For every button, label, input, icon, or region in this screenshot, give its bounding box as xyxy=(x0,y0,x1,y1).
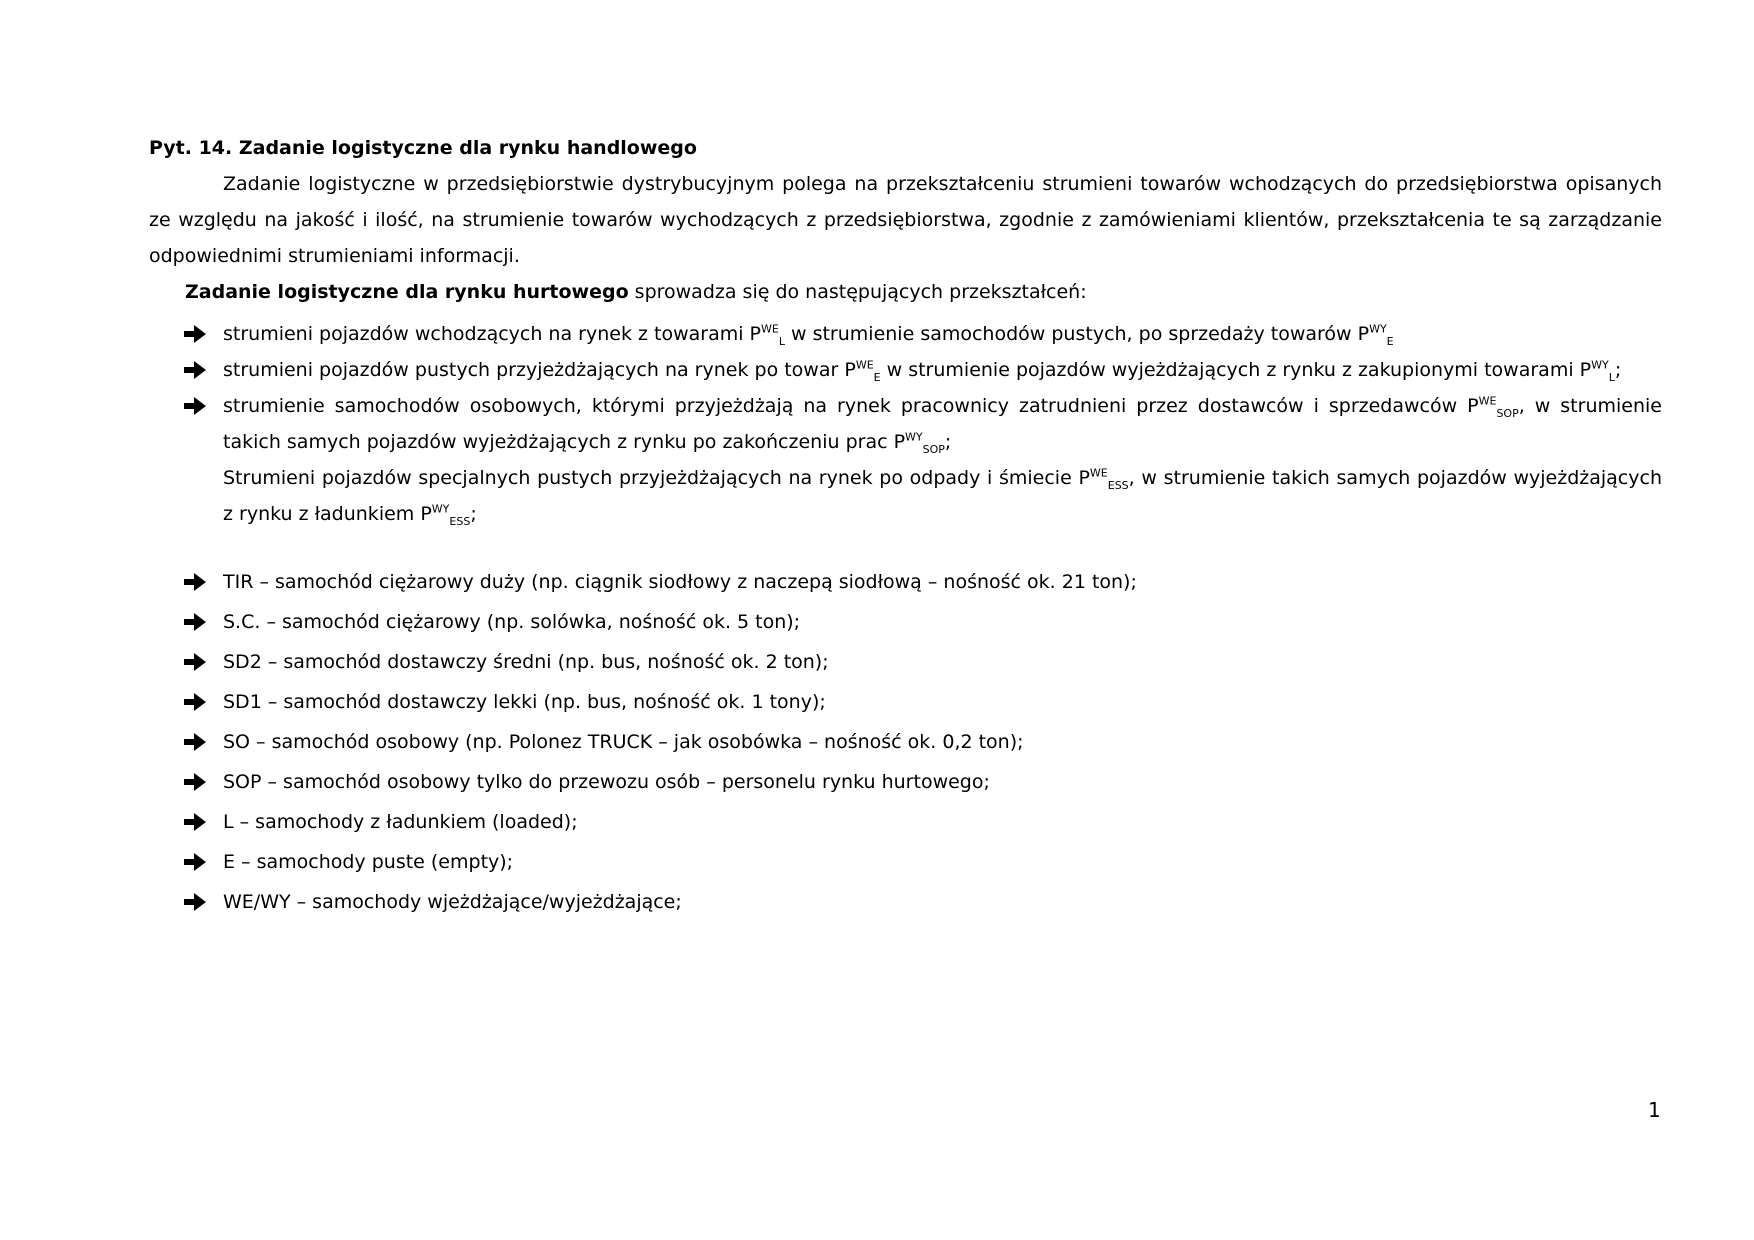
arrow-right-icon xyxy=(184,325,206,343)
list-item: strumienie samochodów osobowych, którymi przyjeżdżają na rynek pracownicy zatrudnieni przez dostawców i sprzedawców $P^{WE}_{SOP}$, w strumienie takich samych pojazdów wyjeżdżających z rynku po zakończeniu prac $P^{WY}_{SOP}$; xyxy=(149,388,1662,460)
arrow-right-icon xyxy=(184,773,206,791)
list-item: L – samochody z ładunkiem (loaded); xyxy=(149,810,1662,850)
arrow-right-icon xyxy=(184,397,206,415)
list-item: SOP – samochód osobowy tylko do przewozu osób – personelu rynku hurtowego; xyxy=(149,770,1662,810)
lead-rest: sprowadza się do następujących przekształceń: xyxy=(628,281,1087,303)
intro-paragraph: Zadanie logistyczne w przedsiębiorstwie dystrybucyjnym polega na przekształceniu strumieni towarów wchodzących do przedsiębiorstwa opisanych ze względu na jakość i ilość, na strumienie towarów wychodzących z przedsiębiorstwa, zgodnie z zamówieniami klientów, przekształcenia te są zarządzanie odpowiednimi strumieniami informacji. xyxy=(149,173,1662,267)
list-item: S.C. – samochód ciężarowy (np. solówka, nośność ok. 5 ton); xyxy=(149,610,1662,650)
list-item: SO – samochód osobowy (np. Polonez TRUCK – jak osobówka – nośność ok. 0,2 ton); xyxy=(149,730,1662,770)
arrow-right-icon xyxy=(184,813,206,831)
section-title: Pyt. 14. Zadanie logistyczne dla rynku handlowego xyxy=(149,137,697,159)
special-vehicles-paragraph: Strumieni pojazdów specjalnych pustych przyjeżdżających na rynek po odpady i śmiecie $P^{WE}_{ESS}$, w strumienie takich samych pojazdów wyjeżdżających z rynku z ładunkiem $P^{WY}_{ESS}$; xyxy=(223,466,1662,528)
arrow-right-icon xyxy=(184,693,206,711)
list-item: strumieni pojazdów pustych przyjeżdżających na rynek po towar $P^{WE}_E$ w strumienie pojazdów wyjeżdżających z rynku z zakupionymi towarami $P^{WY}_L$; xyxy=(149,352,1662,388)
list-item: WE/WY – samochody wjeżdżające/wyjeżdżające; xyxy=(149,890,1662,930)
page-number: 1 xyxy=(1648,1098,1661,1122)
arrow-right-icon xyxy=(184,893,206,911)
transformation-list xyxy=(149,316,1662,460)
list-item: strumieni pojazdów wchodzących na rynek z towarami $P^{WE}_L$ w strumienie samochodów pustych, po sprzedaży towarów $P^{WY}_E$ xyxy=(149,316,1662,352)
arrow-right-icon xyxy=(184,733,206,751)
arrow-right-icon xyxy=(184,573,206,591)
list-item: TIR – samochód ciężarowy duży (np. ciągnik siodłowy z naczepą siodłową – nośność ok. 21 ton); xyxy=(149,570,1662,610)
arrow-right-icon xyxy=(184,361,206,379)
lead-bold: Zadanie logistyczne dla rynku hurtowego xyxy=(185,281,629,303)
arrow-right-icon xyxy=(184,853,206,871)
vehicle-definitions-list xyxy=(149,570,1662,930)
arrow-right-icon xyxy=(184,613,206,631)
list-item: SD1 – samochód dostawczy lekki (np. bus, nośność ok. 1 tony); xyxy=(149,690,1662,730)
list-item: E – samochody puste (empty); xyxy=(149,850,1662,890)
list-item: SD2 – samochód dostawczy średni (np. bus, nośność ok. 2 ton); xyxy=(149,650,1662,690)
lead-paragraph xyxy=(185,274,1662,310)
arrow-right-icon xyxy=(184,653,206,671)
document-page xyxy=(149,130,1662,930)
